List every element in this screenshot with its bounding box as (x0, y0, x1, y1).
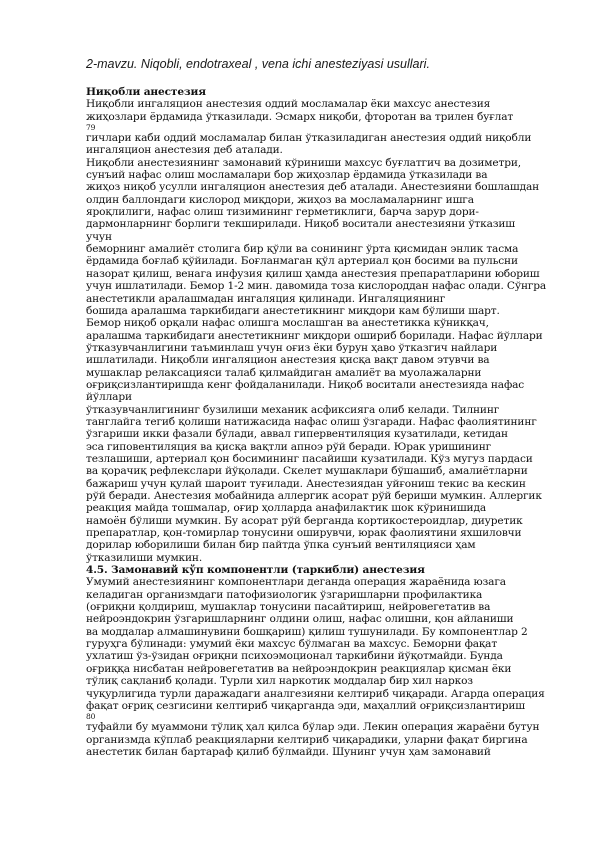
text-line: бажариш учун қулай шароит туғилади. Анестезиядан уйғониш текис ва кескин (86, 477, 526, 490)
text-line: ухлатиш ўз-ўзидан оғриқни психоэмоционал таркибини йўқотмайди. Бунда (86, 650, 503, 663)
text-line: Бемор ниқоб орқали нафас олишга мослашган ва анестетикка кўникқач, (86, 317, 489, 330)
text-line: намоён бўлиши мумкин. Бу асорат рўй берганда кортикостероидлар, диуретик (86, 514, 523, 527)
text-line: ўтказилиши мумкин. (86, 551, 203, 564)
text-line: йўллари (86, 391, 132, 404)
text-line: тўлиқ сақланиб қолади. Турли хил наркотик моддалар бир хил наркоз (86, 675, 473, 688)
text-line: анестетик билан бартараф қилиб бўлмайди. Шунинг учун ҳам замонавий (86, 745, 491, 758)
page-number: 80 (86, 712, 96, 722)
text-line: танглайга тегиб қолиши натижасида нафас олиш ўзгаради. Нафас фаолиятининг (86, 415, 537, 428)
text-line: реакция майда тошмалар, оғир ҳолларда анафилактик шок кўринишида (86, 502, 486, 515)
text-line: келадиган организмдаги патофизиологик ўзгаришларни профилактика (86, 588, 483, 601)
text-line: мушаклар релаксацияси талаб қилмайдиган амалиёт ва муолажаларни (86, 366, 482, 379)
text-line: ўзгариши икки фазали бўлади, аввал гипервентиляция кузатилади, кетидан (86, 428, 508, 441)
text-line: ишлатилади. Ниқобли ингаляцион анестезия қисқа вақт давом этувчи ва (86, 354, 490, 367)
document-body (86, 86, 556, 758)
text-line: тезлашиши, артериал қон босимининг пасайиши кузатилади. Кўз мугуз пардаси (86, 452, 533, 465)
text-line: ёрдамида боғлаб қўйилади. Боғланмаган қўл артериал қон босими ва пульсни (86, 255, 518, 268)
text-line: (оғриқни қолдириш, мушаклар тонусини пасайтириш, нейровегетатив ва (86, 601, 491, 614)
text-line: аралашма таркибидаги анестетикнинг миқдори ошириб борилади. Нафас йўллари (86, 329, 543, 342)
text-line: бошида аралашма таркибидаги анестетикнинг миқдори кам бўлиши шарт. (86, 304, 500, 317)
text-line: жиҳозлари ёрдамида ўтказилади. Эсмарх ниқоби, фторотан ва трилен буғлат (86, 110, 514, 123)
text-line: организмда кўплаб реакцияларни келтириб чиқарадики, уларни фақат биргина (86, 733, 528, 746)
text-line: жиҳоз ниқоб усулли ингаляцион анестезия деб аталади. Анестезияни бошлашдан (86, 181, 540, 194)
text-line: гуруҳга бўлинади: умумий ёки махсус бўлмаган ва махсус. Беморни фақат (86, 638, 498, 651)
text-line: оғриққа нисбатан нейровегетатив ва нейроэндокрин реакциялар қисман ёки (86, 662, 512, 675)
text-line: препаратлар, қон-томирлар тонусини оширувчи, юрак фаолиятини яхшиловчи (86, 527, 522, 540)
section-heading: Ниқобли анестезия (86, 86, 206, 98)
text-line: учун ишлатилади. Бемор 1-2 мин. давомида тоза кислороддан нафас олади. Сўнгра (86, 280, 547, 293)
text-line: учун (86, 230, 112, 243)
text-line: ингаляцион анестезия деб аталади. (86, 144, 283, 157)
text-line: фақат оғриқ сезгисини келтириб чиқаргандa эди, маҳаллий оғриқсизлантириш (86, 699, 525, 712)
text-line: Умумий анестезиянинг компонентлари деганда операция жараёнида юзага (86, 576, 506, 589)
section-heading: 4.5. Замонавий кўп компонентли (таркибли) анестезия (86, 564, 425, 577)
text-line: гичлари каби оддий мосламалар билан ўтказиладиган анестезия оддий ниқобли (86, 132, 532, 145)
text-line: ва қорачиқ рефлекслари йўқолади. Скелет мушаклари бўшашиб, амалиётларни (86, 465, 528, 478)
text-line: Ниқобли ингаляцион анестезия оддий мосламалар ёки махсус анестезия (86, 98, 491, 111)
text-line: ўтказувчанлигини таъминлаш учун оғиз ёки бурун ҳаво ўтказгич найлари (86, 341, 498, 354)
text-line: ўтказувчанлигининг бузилиши механик асфиксияга олиб келади. Тилнинг (86, 403, 500, 416)
text-line: беморнинг амалиёт столига бир қўли ва сонининг ўрта қисмидан энлик тасма (86, 243, 519, 256)
text-line: сунъий нафас олиш мосламалари бор жиҳозлар ёрдамида ўтказилади ва (86, 169, 488, 182)
text-line: оғриқсизлантиришда кенг фойдаланилади. Ниқоб воситали анестезияда нафас (86, 378, 525, 391)
text-line: нейроэндокрин ўзгаришларнинг олдини олиш, нафас олишни, қон айланиши (86, 613, 514, 626)
text-line: дармонларнинг борлиги текширилади. Ниқоб воситали анестезияни ўтказиш (86, 218, 516, 231)
text-line: эса гиповентиляция ва қисқа вақтли апноэ рўй беради. Юрак уришининг (86, 440, 492, 453)
text-line: чуқурлигида турли даражадаги аналгезияни келтириб чиқаради. Агарда операция (86, 687, 545, 700)
text-line: туфайли бу муаммони тўлиқ ҳал қилса бўлар эди. Лекин операция жараёни бутун (86, 721, 540, 734)
text-line: рўй беради. Анестезия мобайнида аллергик асорат рўй бериши мумкин. Аллергик (86, 490, 542, 502)
text-line: Ниқобли анестезиянинг замонавий кўриниши махсус буғлатгич ва дозиметри, (86, 156, 521, 169)
text-line: назорат қилиш, венага инфузия қилиш ҳамда анестезия препаратларини юбориш (86, 267, 540, 280)
text-line: олдин баллондаги кислород миқдори, жиҳоз ва мосламаларнинг ишга (86, 193, 474, 206)
topic-title: 2-mavzu. Niqobli, endotraxeal , vena ichi anesteziyasi usullari. (86, 57, 430, 71)
page-number: 79 (86, 123, 96, 133)
text-line: ва моддалар алмашинувини бошқариш) қилиш тушунилади. Бу компонентлар 2 (86, 625, 528, 638)
text-line: дорилар юборилиши билан бир пайтда ўпка сунъий вентиляцияси ҳам (86, 539, 476, 552)
text-line: анестетикли аралашмадан ингаляция қилинади. Ингаляциянинг (86, 292, 446, 305)
text-line: яроқлилиги, нафас олиш тизимининг герметиклиги, барча зарур дори- (86, 206, 479, 219)
